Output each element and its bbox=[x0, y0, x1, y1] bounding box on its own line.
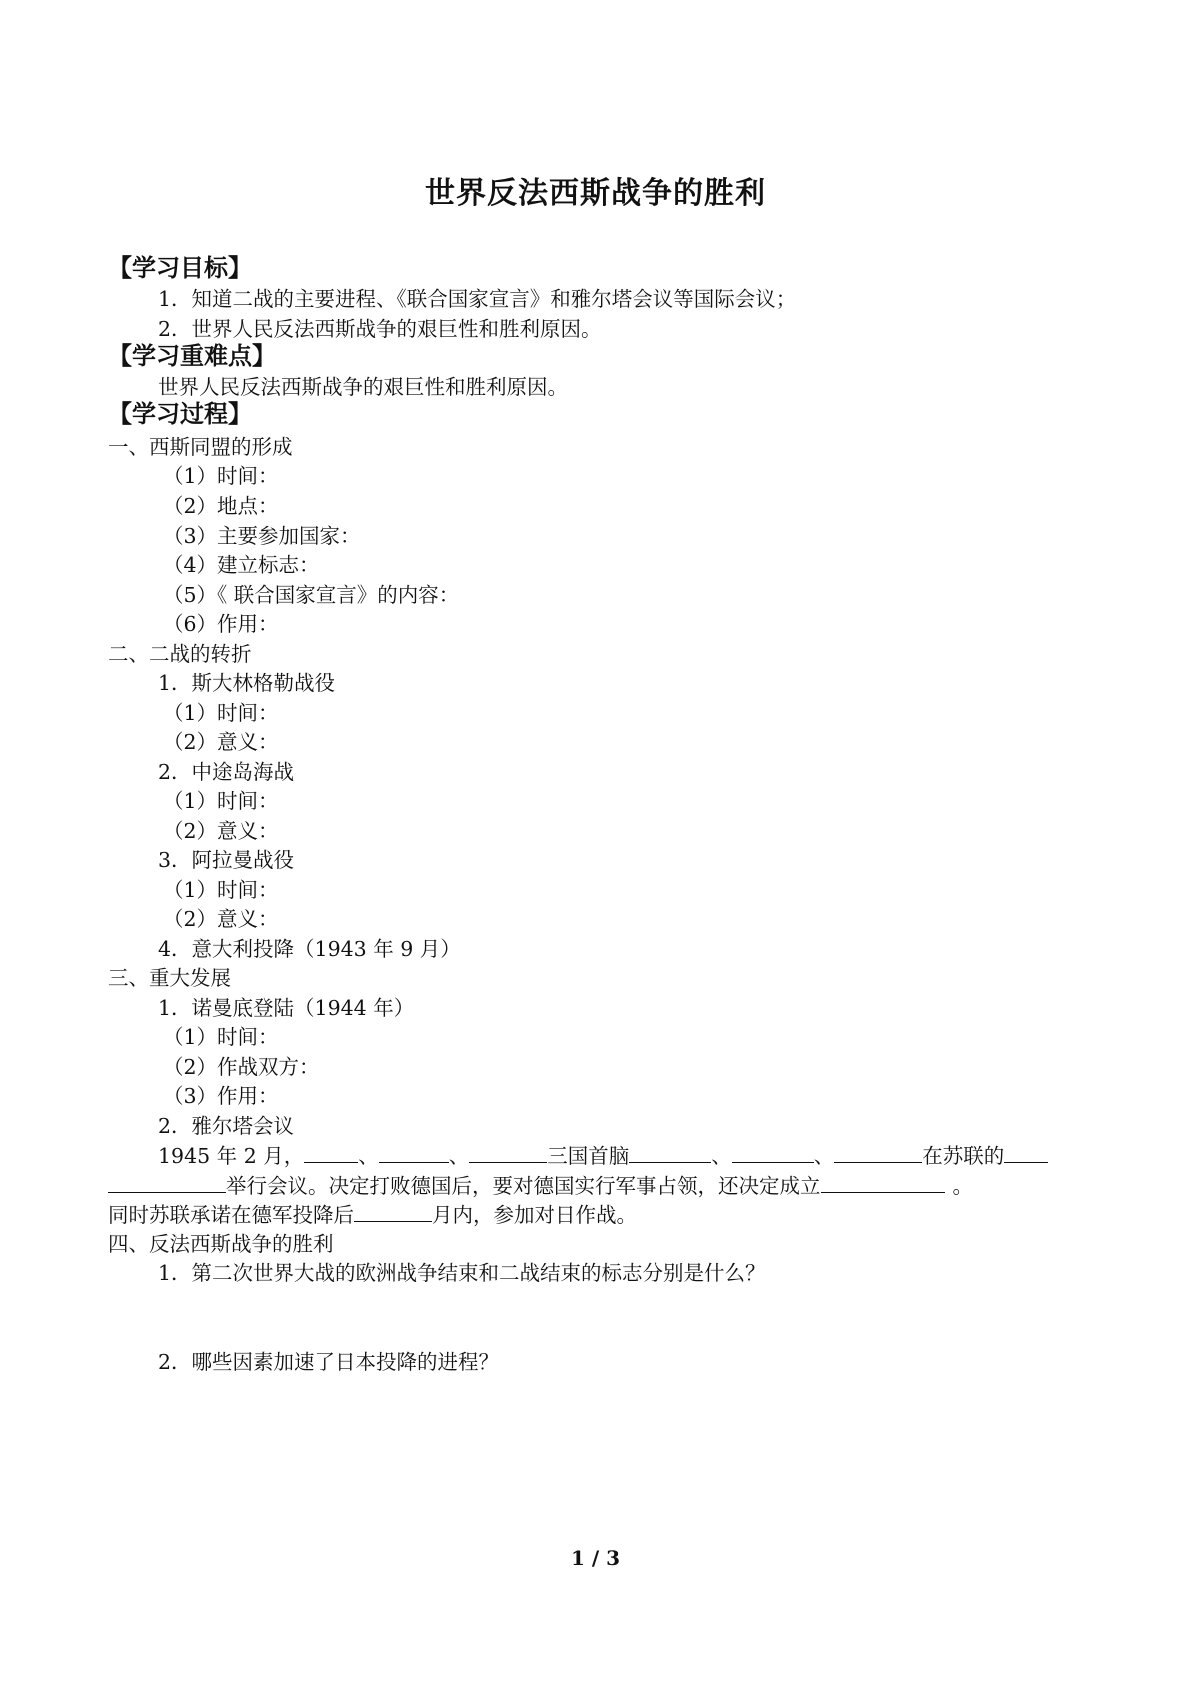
list-item: （1）时间： bbox=[163, 1025, 279, 1049]
list-item: （1）时间： bbox=[163, 701, 279, 725]
key-points-text: 世界人民反法西斯战争的艰巨性和胜利原因。 bbox=[158, 375, 568, 399]
list-item: （1）时间： bbox=[163, 464, 279, 488]
part3-sub1: 1．诺曼底登陆（1944 年） bbox=[158, 996, 415, 1020]
yalta-paragraph-line2 bbox=[108, 1170, 973, 1201]
heading-objectives: 【学习目标】 bbox=[108, 254, 252, 282]
fill-blank[interactable] bbox=[469, 1140, 547, 1163]
fill-blank[interactable] bbox=[108, 1170, 226, 1193]
list-item: （6）作用： bbox=[163, 612, 279, 636]
page-title: 世界反法西斯战争的胜利 bbox=[425, 176, 766, 211]
objective-item: 1．知道二战的主要进程、《联合国家宣言》和雅尔塔会议等国际会议； bbox=[158, 287, 797, 311]
separator: 、 bbox=[358, 1144, 379, 1168]
part4-title: 四、反法西斯战争的胜利 bbox=[108, 1232, 334, 1256]
list-item: （2）意义： bbox=[163, 730, 279, 754]
part2-title: 二、二战的转折 bbox=[108, 642, 252, 666]
list-item: （2）作战双方： bbox=[163, 1055, 320, 1079]
yalta-text: 举行会议。决定打败德国后，要对德国实行军事占领，还决定成立 bbox=[226, 1174, 821, 1198]
separator: 、 bbox=[448, 1144, 470, 1168]
fill-blank[interactable] bbox=[821, 1170, 945, 1193]
list-item: （4）建立标志： bbox=[163, 553, 320, 577]
yalta-text: 1945 年 2 月， bbox=[158, 1144, 305, 1168]
fill-blank[interactable] bbox=[732, 1140, 814, 1163]
fill-blank[interactable] bbox=[354, 1199, 432, 1222]
heading-key-points: 【学习重难点】 bbox=[108, 342, 276, 370]
question-1: 1．第二次世界大战的欧洲战争结束和二战结束的标志分别是什么？ bbox=[158, 1261, 766, 1285]
fill-blank[interactable] bbox=[834, 1140, 922, 1163]
part3-title: 三、重大发展 bbox=[108, 966, 231, 990]
list-item: （2）意义： bbox=[163, 907, 279, 931]
page-number: 1 / 3 bbox=[570, 1546, 621, 1570]
fill-blank[interactable] bbox=[629, 1140, 711, 1163]
part3-sub2: 2．雅尔塔会议 bbox=[158, 1114, 295, 1138]
separator: 、 bbox=[813, 1144, 835, 1168]
yalta-paragraph-line3 bbox=[108, 1199, 637, 1230]
fill-blank[interactable] bbox=[304, 1140, 358, 1163]
yalta-text: 同时苏联承诺在德军投降后 bbox=[108, 1203, 354, 1227]
question-2: 2．哪些因素加速了日本投降的进程？ bbox=[158, 1350, 500, 1374]
yalta-text: 在苏联的 bbox=[922, 1144, 1005, 1168]
part2-sub3: 3．阿拉曼战役 bbox=[158, 848, 295, 872]
list-item: （5）《 联合国家宣言》的内容： bbox=[163, 583, 460, 607]
heading-process: 【学习过程】 bbox=[108, 400, 252, 428]
separator: 、 bbox=[711, 1144, 732, 1168]
part2-sub1: 1．斯大林格勒战役 bbox=[158, 671, 336, 695]
list-item: （3）作用： bbox=[163, 1084, 279, 1108]
list-item: （2）地点： bbox=[163, 494, 279, 518]
part2-sub4: 4．意大利投降（1943 年 9 月） bbox=[158, 937, 461, 961]
yalta-paragraph-line1 bbox=[158, 1140, 1048, 1171]
yalta-text: 月内，参加对日作战。 bbox=[432, 1203, 637, 1227]
list-item: （2）意义： bbox=[163, 819, 279, 843]
objective-item: 2．世界人民反法西斯战争的艰巨性和胜利原因。 bbox=[158, 317, 602, 341]
fill-blank[interactable] bbox=[1004, 1140, 1048, 1163]
part2-sub2: 2．中途岛海战 bbox=[158, 760, 295, 784]
yalta-text: 三国首脑 bbox=[547, 1144, 630, 1168]
part1-title: 一、西斯同盟的形成 bbox=[108, 435, 293, 459]
yalta-text: 。 bbox=[952, 1174, 973, 1198]
fill-blank[interactable] bbox=[379, 1140, 449, 1163]
list-item: （1）时间： bbox=[163, 878, 279, 902]
list-item: （1）时间： bbox=[163, 789, 279, 813]
list-item: （3）主要参加国家： bbox=[163, 524, 361, 548]
